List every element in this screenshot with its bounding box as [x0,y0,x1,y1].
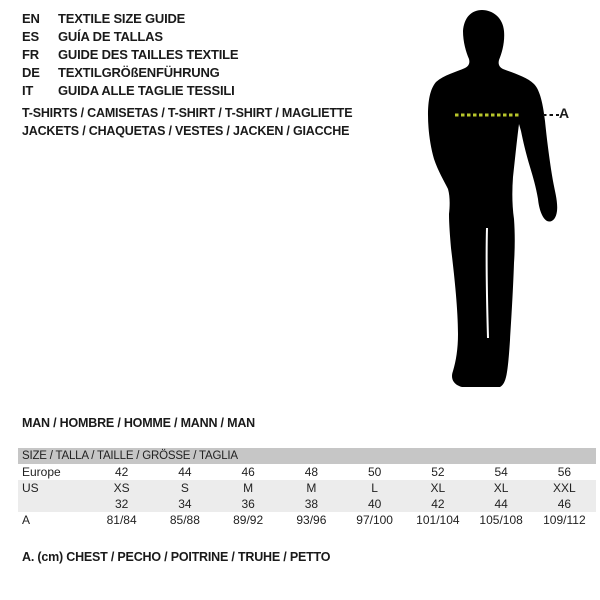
measure-label-a: A [559,105,569,121]
measurement-figure [420,8,580,390]
table-cell: 44 [494,497,508,511]
section-heading: MAN / HOMBRE / HOMME / MANN / MAN [22,416,255,430]
language-row-de [22,64,352,82]
table-cell: 46 [557,497,572,511]
table-cell: 93/96 [296,513,327,527]
garment-categories [22,104,402,140]
language-row-fr [22,46,352,64]
table-cell: 56 [557,465,572,479]
size-table [18,448,596,528]
table-row-us [18,480,596,496]
language-label: GUÍA DE TALLAS [58,29,163,44]
table-cell: XS [113,481,130,495]
language-code: ES [22,29,39,44]
table-cell: 38 [304,497,319,511]
language-code: IT [22,83,34,98]
table-cell: 32 [114,497,129,511]
table-cell: 54 [494,465,508,479]
language-label: TEXTILE SIZE GUIDE [58,11,186,26]
table-cell: 85/88 [169,513,200,527]
table-row-europe [18,464,596,480]
table-cell: M [306,481,317,495]
language-label: GUIDE DES TAILLES TEXTILE [58,47,239,62]
language-row-en [22,10,352,28]
size-table-header: SIZE / TALLA / TAILLE / GRÖSSE / TAGLIA [18,448,596,464]
language-row-es [22,28,352,46]
row-label: A [22,513,31,527]
table-row-numeric [18,496,596,512]
table-cell: 81/84 [106,513,137,527]
table-cell: M [243,481,254,495]
row-label: US [22,481,39,495]
language-code: EN [22,11,40,26]
table-cell: S [180,481,189,495]
table-cell: 101/104 [416,513,460,527]
table-cell: 97/100 [356,513,393,527]
table-cell: 109/112 [543,513,586,527]
table-cell: 44 [178,465,192,479]
table-cell: 42 [114,465,129,479]
category-jackets: JACKETS / CHAQUETAS / VESTES / JACKEN / GIACCHE [22,124,350,138]
table-cell: 89/92 [233,513,264,527]
language-label: GUIDA ALLE TAGLIE TESSILI [58,83,235,98]
man-silhouette-icon [420,8,580,390]
table-cell: XL [430,481,446,495]
language-row-it [22,82,352,100]
table-cell: 40 [367,497,382,511]
measurement-footnote: A. (cm) CHEST / PECHO / POITRINE / TRUHE / PETTO [22,550,331,564]
table-cell: XXL [553,481,576,495]
table-cell: 48 [304,465,319,479]
table-cell: 36 [241,497,255,511]
language-code: FR [22,47,39,62]
table-cell: L [371,481,378,495]
table-cell: 46 [241,465,255,479]
table-cell: XL [493,481,509,495]
table-row-chest-a [18,512,596,528]
table-cell: 52 [431,465,445,479]
row-label: Europe [22,465,61,479]
table-cell: 34 [178,497,192,511]
row-label [18,496,90,512]
language-list [22,10,352,100]
table-cell: 50 [367,465,382,479]
table-cell: 42 [431,497,445,511]
table-cell: 105/108 [479,513,523,527]
language-label: TEXTILGRÖßENFÜHRUNG [58,65,220,80]
category-tshirts: T-SHIRTS / CAMISETAS / T-SHIRT / T-SHIRT / MAGLIETTE [22,106,353,120]
language-code: DE [22,65,40,80]
